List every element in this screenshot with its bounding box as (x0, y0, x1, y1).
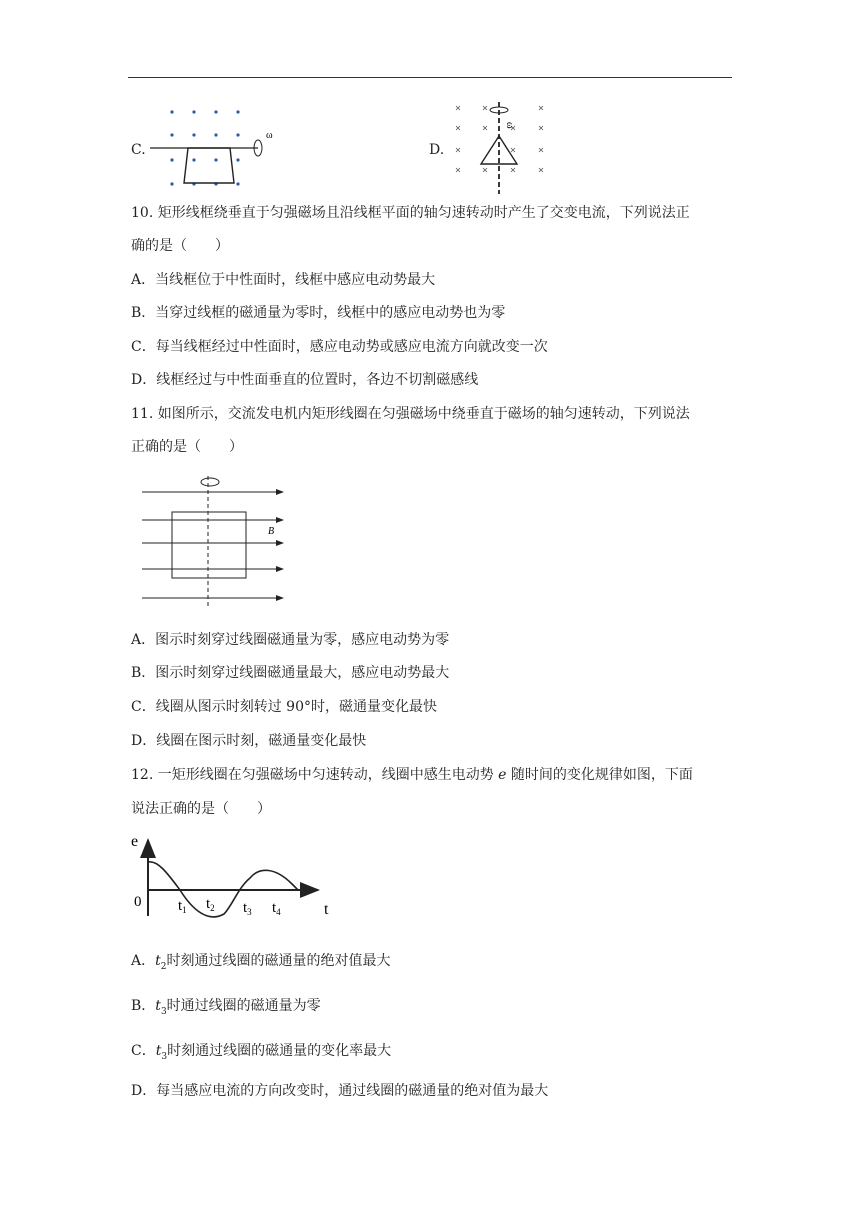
q11-stem-line1: 11. 如图所示，交流发电机内矩形线圈在匀强磁场中绕垂直于磁场的轴匀速转动，下列说法 (131, 406, 690, 422)
origin-label: 0 (134, 894, 142, 910)
field-lines (142, 492, 283, 598)
q12-option-a: A．$t_2$时刻通过线圈的磁通量的绝对值最大 (131, 953, 391, 972)
figure-q12-emf-graph (128, 828, 338, 920)
q10-option-c: C．每当线框经过中性面时，感应电动势或感应电流方向就改变一次 (131, 339, 548, 355)
q11-option-b: B．图示时刻穿过线圈磁通量最大，感应电动势最大 (131, 665, 450, 681)
y-axis-label: e (131, 833, 139, 850)
q12-option-d: D．每当感应电流的方向改变时，通过线圈的磁通量的绝对值为最大 (131, 1083, 549, 1099)
figure-q11 (138, 472, 288, 607)
x-axis-label: t (324, 901, 329, 918)
trapezoid-coil (184, 148, 234, 183)
option-d-label: D. (429, 142, 445, 158)
b-field-label: B (268, 526, 275, 537)
q10-option-a: A．当线框位于中性面时，线框中感应电动势最大 (131, 272, 436, 288)
tick-label-t2: $t_2$ (206, 896, 215, 913)
q12-stem-line2: 说法正确的是（ ） (131, 801, 271, 817)
q11-option-a: A．图示时刻穿过线圈磁通量为零，感应电动势为零 (131, 632, 450, 648)
rotation-arrow-icon (201, 478, 219, 486)
omega-label: ω (266, 130, 273, 141)
tick-label-t4: $t_4$ (272, 900, 281, 917)
q11-stem-line2: 正确的是（ ） (131, 439, 243, 455)
q11-option-c: C．线圈从图示时刻转过 90°时，磁通量变化最快 (131, 699, 437, 715)
figure-d (447, 96, 557, 196)
q12-stem-line1: 12. 一矩形线圈在匀强磁场中匀速转动，线圈中感生电动势 e 随时间的变化规律如图，下面 (131, 767, 693, 783)
q12-option-b: B．$t_3$时通过线圈的磁通量为零 (131, 998, 321, 1017)
q10-stem-line2: 确的是（ ） (131, 238, 229, 254)
coil-rectangle (172, 512, 246, 578)
q10-option-d: D．线框经过与中性面垂直的位置时，各边不切割磁感线 (131, 372, 479, 388)
q10-stem-line1: 10. 矩形线框绕垂直于匀强磁场且沿线框平面的轴匀速转动时产生了交变电流，下列说法正 (131, 205, 690, 221)
q10-option-b: B．当穿过线框的磁通量为零时，线框中的感应电动势也为零 (131, 305, 506, 321)
option-c-label: C. (131, 142, 146, 158)
tick-label-t1: $t_1$ (178, 898, 187, 915)
q12-option-c: C．$t_3$时刻通过线圈的磁通量的变化率最大 (131, 1043, 392, 1062)
figure-c (150, 100, 280, 192)
omega-label: ω (504, 122, 515, 129)
header-rule (128, 77, 732, 78)
q11-option-d: D．线圈在图示时刻，磁通量变化最快 (131, 733, 367, 749)
tick-label-t3: $t_3$ (243, 900, 252, 917)
